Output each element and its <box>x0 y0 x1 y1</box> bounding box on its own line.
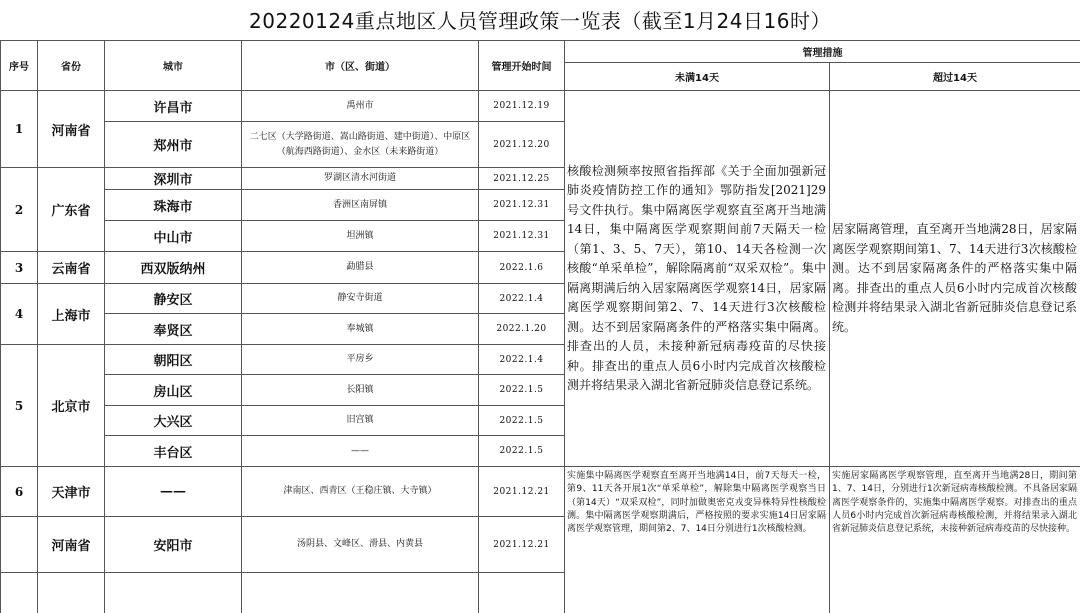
city-cell: 房山区 <box>105 375 242 406</box>
empty-cell <box>0 573 38 613</box>
date-cell: 2021.12.20 <box>479 122 565 168</box>
seq-cell: 3 <box>0 252 38 284</box>
header-seq: 序号 <box>0 40 38 91</box>
district-cell: 奉城镇 <box>242 314 479 345</box>
city-cell: 奉贤区 <box>105 314 242 345</box>
city-cell: 安阳市 <box>105 517 242 573</box>
header-over-14-days: 超过14天 <box>830 63 1080 91</box>
date-cell: 2021.12.19 <box>479 91 565 122</box>
district-cell: 香洲区南屏镇 <box>242 190 479 221</box>
header-province: 省份 <box>38 40 105 91</box>
seq-cell: 1 <box>0 91 38 168</box>
empty-cell <box>38 573 105 613</box>
city-cell: 大兴区 <box>105 406 242 436</box>
date-cell: 2021.12.21 <box>479 467 565 517</box>
measure-over-14-days: 居家隔离管理，直至离开当地满28日，居家隔离医学观察期间第1、7、14天进行3次核酸检测。达不到居家隔离条件的严格落实集中隔离。排查出的重点人员6小时内完成首次核酸检测并将结果录入湖北省新冠肺炎信息登记系统。 <box>830 91 1080 467</box>
city-cell: 朝阳区 <box>105 345 242 375</box>
seq-cell: 4 <box>0 284 38 345</box>
district-cell: 禹州市 <box>242 91 479 122</box>
empty-cell <box>105 573 242 613</box>
seq-cell <box>0 517 38 573</box>
district-cell: —— <box>242 436 479 467</box>
date-cell: 2022.1.20 <box>479 314 565 345</box>
province-cell: 天津市 <box>38 467 105 517</box>
district-cell: 二七区（大学路街道、嵩山路街道、建中街道）、中原区（航海西路街道）、金水区（未来路街道） <box>242 122 479 168</box>
district-cell: 汤阴县、文峰区、滑县、内黄县 <box>242 517 479 573</box>
province-cell: 河南省 <box>38 517 105 573</box>
date-cell: 2022.1.6 <box>479 252 565 284</box>
date-cell: 2022.1.5 <box>479 375 565 406</box>
date-cell: 2022.1.5 <box>479 436 565 467</box>
district-cell: 静安寺街道 <box>242 284 479 314</box>
city-cell: 深圳市 <box>105 168 242 190</box>
measure-over-14-days-tianjin: 实施居家隔离医学观察管理，直至离开当地满28日，期间第1、7、14日，分别进行1次新冠病毒核酸检测。不具备居家隔离医学观察条件的，实施集中隔离医学观察。对排查出的重点人员6小时内完成首次新冠病毒核酸检测，并将结果录入湖北省新冠肺炎信息登记系统，未接种新冠病毒疫苗的尽快接种。 <box>830 467 1080 613</box>
header-measures: 管理措施 <box>565 40 1080 63</box>
city-cell: 西双版纳州 <box>105 252 242 284</box>
district-cell: 坦洲镇 <box>242 221 479 252</box>
province-cell: 上海市 <box>38 284 105 345</box>
district-cell: 津南区、西青区（王稳庄镇、大寺镇） <box>242 467 479 517</box>
seq-cell: 5 <box>0 345 38 467</box>
district-cell: 平房乡 <box>242 345 479 375</box>
district-cell: 勐腊县 <box>242 252 479 284</box>
header-under-14-days: 未满14天 <box>565 63 830 91</box>
province-cell: 广东省 <box>38 168 105 252</box>
date-cell: 2021.12.25 <box>479 168 565 190</box>
city-cell: 丰台区 <box>105 436 242 467</box>
city-cell: 珠海市 <box>105 190 242 221</box>
city-cell: 郑州市 <box>105 122 242 168</box>
date-cell: 2021.12.31 <box>479 190 565 221</box>
header-start-date: 管理开始时间 <box>479 40 565 91</box>
seq-cell: 2 <box>0 168 38 252</box>
city-cell: 静安区 <box>105 284 242 314</box>
date-cell: 2022.1.4 <box>479 345 565 375</box>
city-cell: 中山市 <box>105 221 242 252</box>
page-title: 20220124重点地区人员管理政策一览表（截至1月24日16时） <box>249 9 831 33</box>
header-city: 城市 <box>105 40 242 91</box>
policy-table <box>0 40 1080 613</box>
district-cell: 长阳镇 <box>242 375 479 406</box>
date-cell: 2021.12.21 <box>479 517 565 573</box>
header-district: 市（区、街道） <box>242 40 479 91</box>
province-cell: 北京市 <box>38 345 105 467</box>
measure-under-14-days: 核酸检测频率按照省指挥部《关于全面加强新冠肺炎疫情防控工作的通知》鄂防指发[2021]29号文件执行。集中隔离医学观察直至离开当地满14日，集中隔离医学观察期间前7天隔天一检（第1、3、5、7天），第10、14天各检测一次核酸“单采单检”，解除隔离前“双采双检”。集中隔离期满后纳入居家隔离医学观察14日，居家隔离医学观察期间第2、7、14天进行3次核酸检测。达不到居家隔离条件的严格落实集中隔离。排查出的人员，未接种新冠病毒疫苗的尽快接种。排查出的重点人员6小时内完成首次核酸检测并将结果录入湖北省新冠肺炎信息登记系统。 <box>565 91 830 467</box>
seq-cell: 6 <box>0 467 38 517</box>
measure-under-14-days-tianjin: 实施集中隔离医学观察直至离开当地满14日，前7天每天一检，第9、11天各开展1次“单采单检”，解除集中隔离医学观察当日（第14天）“双采双检”，同时加做奥密克戎变异株特异性核酸检测。集中隔离医学观察期满后，严格按照的要求实施14日居家隔离医学观察管理，期间第2、7、14日分别进行1次核酸检测。 <box>565 467 830 613</box>
city-cell: 许昌市 <box>105 91 242 122</box>
province-cell: 云南省 <box>38 252 105 284</box>
date-cell: 2022.1.5 <box>479 406 565 436</box>
province-cell: 河南省 <box>38 91 105 168</box>
district-cell: 旧宫镇 <box>242 406 479 436</box>
empty-cell <box>242 573 479 613</box>
city-cell: —— <box>105 467 242 517</box>
date-cell: 2022.1.4 <box>479 284 565 314</box>
date-cell: 2021.12.31 <box>479 221 565 252</box>
empty-cell <box>479 573 565 613</box>
district-cell: 罗湖区清水河街道 <box>242 168 479 190</box>
